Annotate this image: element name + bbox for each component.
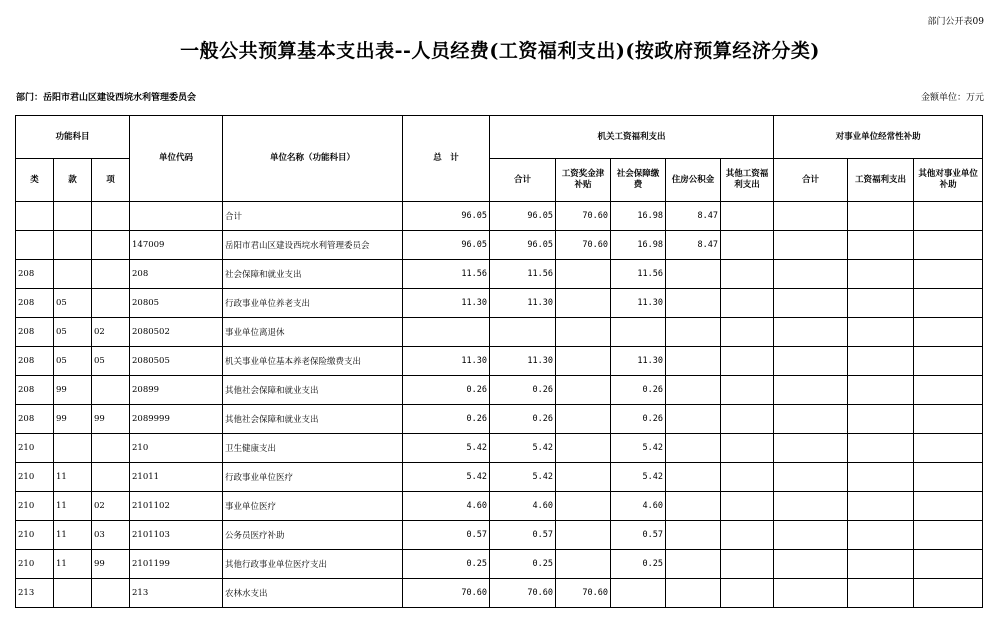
table-row (16, 202, 983, 231)
cell-a-other (721, 434, 774, 463)
cell-xiang (92, 376, 130, 405)
cell-lei: 210 (16, 550, 54, 579)
cell-a-social: 0.25 (611, 550, 666, 579)
header-lei: 类 (16, 159, 54, 202)
cell-xiang (92, 579, 130, 608)
cell-a-social: 0.26 (611, 405, 666, 434)
cell-b-wage (848, 376, 914, 405)
cell-a-housing (666, 347, 721, 376)
cell-a-other (721, 376, 774, 405)
cell-xiang: 02 (92, 318, 130, 347)
cell-a-wage (556, 318, 611, 347)
cell-b-other (914, 202, 983, 231)
cell-a-wage (556, 434, 611, 463)
cell-total: 5.42 (403, 463, 490, 492)
cell-unit-name: 机关事业单位基本养老保险缴费支出 (223, 347, 403, 376)
cell-lei: 210 (16, 434, 54, 463)
cell-a-wage (556, 405, 611, 434)
cell-a-social: 5.42 (611, 463, 666, 492)
cell-a-other (721, 579, 774, 608)
cell-b-other (914, 521, 983, 550)
cell-total: 11.30 (403, 289, 490, 318)
cell-a-other (721, 550, 774, 579)
table-row (16, 492, 983, 521)
cell-a-other (721, 347, 774, 376)
cell-xiang (92, 231, 130, 260)
cell-kuan (54, 231, 92, 260)
cell-b-wage (848, 260, 914, 289)
table-row (16, 289, 983, 318)
header-unit-code: 单位代码 (130, 116, 223, 202)
cell-unit-name: 公务员医疗补助 (223, 521, 403, 550)
cell-b-sum (774, 260, 848, 289)
cell-a-housing (666, 521, 721, 550)
header-group-b: 对事业单位经常性补助 (774, 116, 983, 159)
header-a-sum: 合计 (490, 159, 556, 202)
cell-a-other (721, 318, 774, 347)
cell-total: 11.56 (403, 260, 490, 289)
cell-a-housing (666, 550, 721, 579)
cell-unit-name: 事业单位医疗 (223, 492, 403, 521)
cell-xiang: 05 (92, 347, 130, 376)
cell-a-social (611, 579, 666, 608)
header-kuan: 款 (54, 159, 92, 202)
table-row (16, 434, 983, 463)
cell-lei: 210 (16, 463, 54, 492)
cell-kuan: 11 (54, 521, 92, 550)
cell-a-other (721, 202, 774, 231)
cell-a-sum: 5.42 (490, 434, 556, 463)
cell-a-housing (666, 463, 721, 492)
cell-a-sum: 0.26 (490, 405, 556, 434)
cell-a-sum: 11.30 (490, 347, 556, 376)
expenditure-table (15, 115, 983, 608)
cell-kuan: 11 (54, 550, 92, 579)
cell-a-other (721, 463, 774, 492)
cell-b-sum (774, 579, 848, 608)
table-row (16, 521, 983, 550)
cell-unit-name: 行政事业单位养老支出 (223, 289, 403, 318)
cell-a-housing: 8.47 (666, 231, 721, 260)
cell-b-sum (774, 463, 848, 492)
cell-b-sum (774, 492, 848, 521)
cell-lei: 210 (16, 492, 54, 521)
header-a-social: 社会保障缴费 (611, 159, 666, 202)
cell-unit-code: 2101102 (130, 492, 223, 521)
cell-unit-code: 208 (130, 260, 223, 289)
cell-b-other (914, 260, 983, 289)
cell-kuan: 99 (54, 405, 92, 434)
cell-a-social: 16.98 (611, 231, 666, 260)
cell-a-sum: 5.42 (490, 463, 556, 492)
cell-a-housing (666, 492, 721, 521)
cell-kuan: 99 (54, 376, 92, 405)
cell-total: 0.26 (403, 405, 490, 434)
cell-a-sum: 11.56 (490, 260, 556, 289)
cell-xiang (92, 463, 130, 492)
cell-kuan: 05 (54, 289, 92, 318)
cell-b-other (914, 463, 983, 492)
cell-unit-name: 事业单位离退休 (223, 318, 403, 347)
cell-unit-name: 其他行政事业单位医疗支出 (223, 550, 403, 579)
cell-b-other (914, 550, 983, 579)
cell-a-housing (666, 318, 721, 347)
cell-a-social: 0.26 (611, 376, 666, 405)
cell-total (403, 318, 490, 347)
cell-xiang: 03 (92, 521, 130, 550)
cell-xiang: 02 (92, 492, 130, 521)
cell-total: 0.25 (403, 550, 490, 579)
cell-kuan: 05 (54, 318, 92, 347)
header-a-wage: 工资奖金津补贴 (556, 159, 611, 202)
table-row (16, 376, 983, 405)
cell-a-wage: 70.60 (556, 202, 611, 231)
cell-b-sum (774, 405, 848, 434)
cell-unit-name: 农林水支出 (223, 579, 403, 608)
table-row (16, 579, 983, 608)
cell-lei: 208 (16, 405, 54, 434)
cell-unit-code: 2080502 (130, 318, 223, 347)
cell-b-other (914, 289, 983, 318)
cell-a-sum: 0.26 (490, 376, 556, 405)
cell-kuan (54, 434, 92, 463)
cell-lei: 208 (16, 347, 54, 376)
cell-a-other (721, 492, 774, 521)
cell-b-wage (848, 550, 914, 579)
cell-b-sum (774, 434, 848, 463)
cell-b-sum (774, 289, 848, 318)
cell-unit-name: 其他社会保障和就业支出 (223, 405, 403, 434)
department-label: 部门：岳阳市君山区建设西垸水利管理委员会 (16, 93, 197, 103)
header-func-subject: 功能科目 (16, 116, 130, 159)
cell-unit-code: 213 (130, 579, 223, 608)
header-unit-name: 单位名称（功能科目） (223, 116, 403, 202)
cell-unit-code: 210 (130, 434, 223, 463)
cell-b-wage (848, 405, 914, 434)
cell-unit-code: 2101199 (130, 550, 223, 579)
table-row (16, 550, 983, 579)
header-b-wage: 工资福利支出 (848, 159, 914, 202)
cell-b-wage (848, 231, 914, 260)
table-row (16, 231, 983, 260)
cell-a-wage (556, 347, 611, 376)
cell-lei (16, 231, 54, 260)
cell-a-housing (666, 434, 721, 463)
cell-unit-name: 行政事业单位医疗 (223, 463, 403, 492)
cell-b-wage (848, 579, 914, 608)
cell-a-housing: 8.47 (666, 202, 721, 231)
header-b-other: 其他对事业单位补助 (914, 159, 983, 202)
cell-kuan (54, 579, 92, 608)
cell-b-other (914, 376, 983, 405)
cell-b-other (914, 492, 983, 521)
cell-unit-code: 147009 (130, 231, 223, 260)
cell-b-sum (774, 202, 848, 231)
cell-b-wage (848, 521, 914, 550)
cell-a-wage (556, 492, 611, 521)
cell-b-other (914, 347, 983, 376)
cell-a-housing (666, 260, 721, 289)
cell-total: 4.60 (403, 492, 490, 521)
table-row (16, 463, 983, 492)
cell-lei: 208 (16, 376, 54, 405)
amount-unit-label: 金额单位：万元 (920, 93, 984, 103)
cell-unit-name: 社会保障和就业支出 (223, 260, 403, 289)
cell-a-sum: 70.60 (490, 579, 556, 608)
cell-a-housing (666, 289, 721, 318)
table-number-label: 部门公开表09 (927, 17, 984, 27)
cell-b-sum (774, 376, 848, 405)
cell-xiang (92, 289, 130, 318)
cell-lei: 208 (16, 260, 54, 289)
cell-xiang (92, 434, 130, 463)
cell-b-wage (848, 318, 914, 347)
cell-xiang: 99 (92, 550, 130, 579)
cell-kuan (54, 202, 92, 231)
cell-unit-code: 20899 (130, 376, 223, 405)
cell-a-sum: 0.57 (490, 521, 556, 550)
cell-total: 5.42 (403, 434, 490, 463)
cell-unit-code: 2089999 (130, 405, 223, 434)
cell-a-social: 11.56 (611, 260, 666, 289)
cell-unit-name: 卫生健康支出 (223, 434, 403, 463)
cell-kuan: 05 (54, 347, 92, 376)
cell-a-wage (556, 376, 611, 405)
cell-b-other (914, 579, 983, 608)
header-total: 总 计 (403, 116, 490, 202)
table-row (16, 260, 983, 289)
cell-xiang (92, 202, 130, 231)
page-title: 一般公共预算基本支出表--人员经费(工资福利支出)(按政府预算经济分类) (180, 40, 820, 62)
cell-a-housing (666, 376, 721, 405)
cell-a-social: 11.30 (611, 347, 666, 376)
cell-unit-code: 21011 (130, 463, 223, 492)
header-a-other: 其他工资福利支出 (721, 159, 774, 202)
table-row (16, 347, 983, 376)
header-group-a: 机关工资福利支出 (490, 116, 774, 159)
cell-b-sum (774, 521, 848, 550)
cell-b-sum (774, 550, 848, 579)
header-a-housing: 住房公积金 (666, 159, 721, 202)
cell-b-other (914, 434, 983, 463)
cell-a-wage: 70.60 (556, 579, 611, 608)
cell-a-other (721, 260, 774, 289)
cell-a-sum: 96.05 (490, 202, 556, 231)
cell-a-social: 16.98 (611, 202, 666, 231)
cell-unit-code: 20805 (130, 289, 223, 318)
cell-a-social: 5.42 (611, 434, 666, 463)
cell-lei: 208 (16, 289, 54, 318)
cell-b-sum (774, 231, 848, 260)
cell-xiang (92, 260, 130, 289)
cell-a-sum: 4.60 (490, 492, 556, 521)
cell-total: 96.05 (403, 231, 490, 260)
cell-lei: 208 (16, 318, 54, 347)
cell-b-wage (848, 289, 914, 318)
cell-a-other (721, 521, 774, 550)
cell-a-housing (666, 405, 721, 434)
cell-a-wage (556, 260, 611, 289)
cell-b-wage (848, 463, 914, 492)
cell-total: 11.30 (403, 347, 490, 376)
cell-a-sum: 0.25 (490, 550, 556, 579)
cell-a-wage (556, 550, 611, 579)
cell-unit-name: 岳阳市君山区建设西垸水利管理委员会 (223, 231, 403, 260)
cell-a-other (721, 405, 774, 434)
cell-b-other (914, 231, 983, 260)
cell-a-sum: 96.05 (490, 231, 556, 260)
cell-a-other (721, 231, 774, 260)
cell-total: 0.57 (403, 521, 490, 550)
cell-b-wage (848, 434, 914, 463)
cell-b-other (914, 318, 983, 347)
cell-a-social (611, 318, 666, 347)
cell-unit-name: 其他社会保障和就业支出 (223, 376, 403, 405)
cell-a-other (721, 289, 774, 318)
cell-xiang: 99 (92, 405, 130, 434)
cell-unit-code (130, 202, 223, 231)
table-row (16, 405, 983, 434)
cell-kuan (54, 260, 92, 289)
cell-a-housing (666, 579, 721, 608)
cell-lei: 210 (16, 521, 54, 550)
cell-a-wage (556, 289, 611, 318)
cell-b-wage (848, 347, 914, 376)
cell-b-sum (774, 318, 848, 347)
table-row (16, 318, 983, 347)
cell-kuan: 11 (54, 463, 92, 492)
cell-a-social: 11.30 (611, 289, 666, 318)
header-b-sum: 合计 (774, 159, 848, 202)
cell-b-wage (848, 202, 914, 231)
cell-b-wage (848, 492, 914, 521)
cell-a-wage: 70.60 (556, 231, 611, 260)
cell-kuan: 11 (54, 492, 92, 521)
cell-a-social: 0.57 (611, 521, 666, 550)
cell-a-social: 4.60 (611, 492, 666, 521)
cell-lei: 213 (16, 579, 54, 608)
header-xiang: 项 (92, 159, 130, 202)
cell-b-sum (774, 347, 848, 376)
cell-unit-code: 2080505 (130, 347, 223, 376)
cell-a-sum (490, 318, 556, 347)
cell-total: 70.60 (403, 579, 490, 608)
cell-unit-name: 合计 (223, 202, 403, 231)
cell-a-wage (556, 463, 611, 492)
cell-lei (16, 202, 54, 231)
cell-b-other (914, 405, 983, 434)
cell-a-sum: 11.30 (490, 289, 556, 318)
cell-total: 0.26 (403, 376, 490, 405)
cell-total: 96.05 (403, 202, 490, 231)
cell-a-wage (556, 521, 611, 550)
cell-unit-code: 2101103 (130, 521, 223, 550)
